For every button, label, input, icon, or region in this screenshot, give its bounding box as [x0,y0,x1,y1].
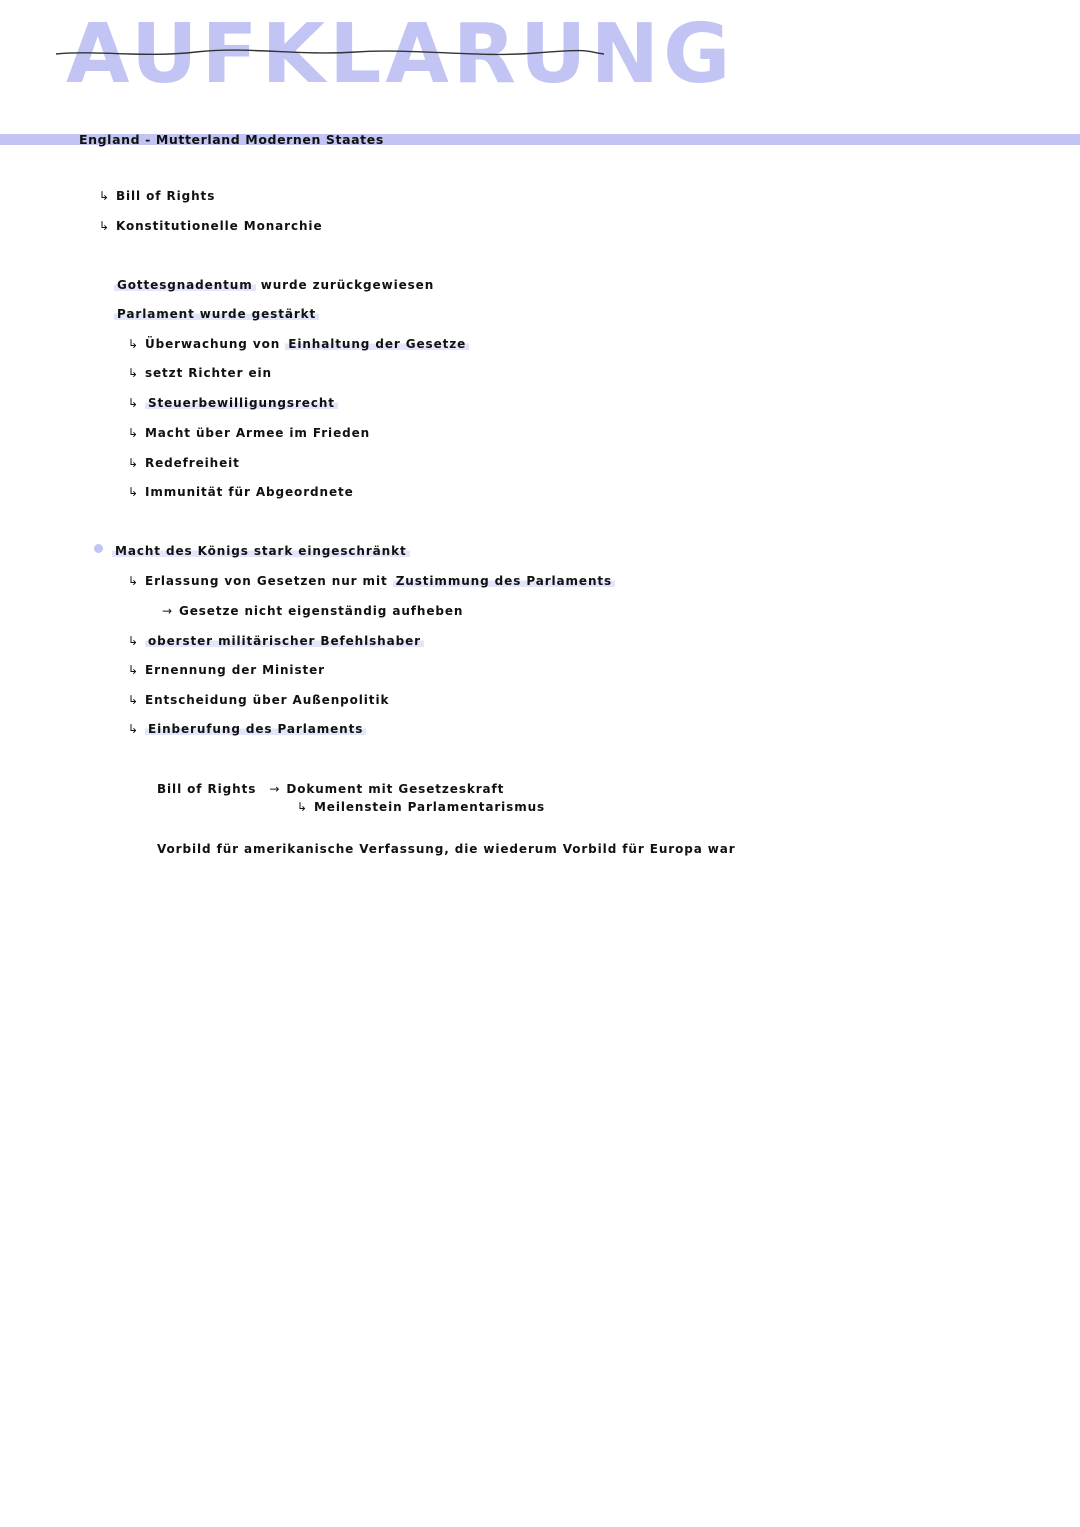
right-arrow-icon: → [269,782,281,796]
hook-arrow-icon: ↳ [128,337,139,351]
hook-arrow-icon: ↳ [128,485,139,499]
list-item: ↳ Entscheidung über Außenpolitik [128,693,390,707]
list-item: ↳ Redefreiheit [128,456,240,470]
list-item: ↳ Überwachung von Einhaltung der Gesetze [128,336,469,352]
hook-arrow-icon: ↳ [297,800,308,814]
hook-arrow-icon: ↳ [128,426,139,440]
hook-arrow-icon: ↳ [99,189,110,203]
section-heading: England - Mutterland Modernen Staates [79,132,384,147]
hook-arrow-icon: ↳ [128,693,139,707]
list-item: ↳ Konstitutionelle Monarchie [99,219,323,233]
list-item: ↳ setzt Richter ein [128,366,272,380]
list-item-sub: → Gesetze nicht eigenständig aufheben [162,604,464,618]
hook-arrow-icon: ↳ [128,574,139,588]
list-item: ↳ Macht über Armee im Frieden [128,426,371,440]
list-item: ↳ Bill of Rights [99,189,216,203]
list-item: ↳ Einberufung des Parlaments [128,721,366,737]
list-item: ↳ Erlassung von Gesetzen nur mit Zustimmung des Parlaments [128,573,615,589]
definition-line: Bill of Rights → Dokument mit Gesetzeskraft [157,782,505,796]
statement-line: Gottesgnadentum wurde zurückgewiesen [114,277,434,293]
list-item: ↳ oberster militärischer Befehlshaber [128,633,424,649]
hook-arrow-icon: ↳ [128,722,139,736]
definition-sub: ↳ Meilenstein Parlamentarismus [297,800,546,814]
conclusion-line: Vorbild für amerikanische Verfassung, die wiederum Vorbild für Europa war [157,842,736,856]
list-item: ↳ Ernennung der Minister [128,663,325,677]
bullet-dot-icon [94,544,103,553]
list-item: ↳ Immunität für Abgeordnete [128,485,354,499]
title-underline-scribble [56,12,606,82]
section-subheading: Macht des Königs stark eingeschränkt [112,543,410,559]
hook-arrow-icon: ↳ [99,219,110,233]
hook-arrow-icon: ↳ [128,396,139,410]
hook-arrow-icon: ↳ [128,366,139,380]
right-arrow-icon: → [162,604,173,618]
list-item: ↳ Steuerbewilligungsrecht [128,395,338,411]
hook-arrow-icon: ↳ [128,456,139,470]
statement-line: Parlament wurde gestärkt [114,306,319,322]
hook-arrow-icon: ↳ [128,663,139,677]
hook-arrow-icon: ↳ [128,634,139,648]
page-title: AUFKLARUNG [66,7,735,102]
